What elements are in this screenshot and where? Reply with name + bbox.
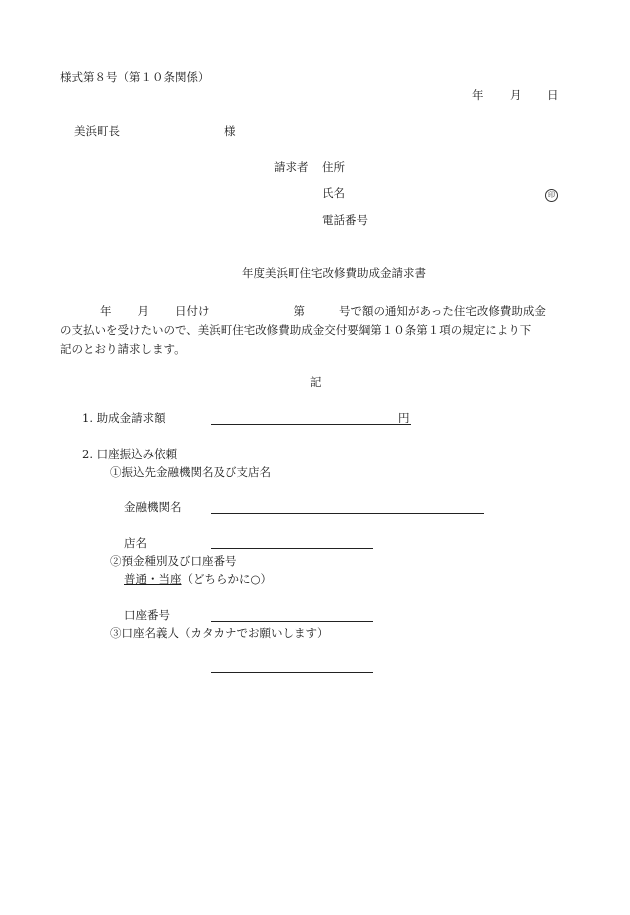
date-day-label: 日 xyxy=(547,88,559,102)
phone-label: 電話番号 xyxy=(322,213,368,227)
bank-name-line[interactable] xyxy=(211,513,484,514)
address-label: 住所 xyxy=(322,160,345,174)
body-line1-rest: 号で額の通知があった住宅改修費助成金 xyxy=(339,304,546,318)
form-number: 様式第８号（第１０条関係） xyxy=(60,70,210,84)
account-number-line[interactable] xyxy=(211,621,373,622)
account-number-label: 口座番号 xyxy=(124,608,170,622)
branch-label: 店名 xyxy=(124,536,147,550)
item2-sub1: ①振込先金融機関名及び支店名 xyxy=(110,465,271,479)
ki-heading: 記 xyxy=(310,375,322,389)
account-type-row xyxy=(124,571,272,587)
body-dai: 第 xyxy=(293,304,305,318)
body-dated: 日付け xyxy=(175,304,210,318)
body-line-1 xyxy=(60,302,580,321)
item2-sub2: ②預金種別及び口座番号 xyxy=(110,554,237,568)
seal-text: 印 xyxy=(545,189,558,202)
name-label: 氏名 xyxy=(322,186,345,200)
item1-unit: 円 xyxy=(398,411,410,425)
body-month: 月 xyxy=(137,304,149,318)
branch-name-line[interactable] xyxy=(211,548,373,549)
body-line-3: 記のとおり請求します。 xyxy=(60,342,186,356)
addressee-honorific: 様 xyxy=(224,124,236,138)
bank-label: 金融機関名 xyxy=(124,500,182,514)
account-type-note: （どちらかに○） xyxy=(181,572,273,586)
item2-label: 2. 口座振込み依頼 xyxy=(82,447,178,461)
date-month-label: 月 xyxy=(510,88,522,102)
date-year-label: 年 xyxy=(472,88,484,102)
body-year: 年 xyxy=(100,304,112,318)
item1-label: 1. 助成金請求額 xyxy=(82,411,166,425)
addressee-name: 美浜町長 xyxy=(74,124,120,138)
body-paragraph xyxy=(60,302,580,359)
account-type-options[interactable]: 普通・当座 xyxy=(124,572,182,586)
requester-label: 請求者 xyxy=(274,160,309,174)
account-holder-line[interactable] xyxy=(211,672,373,673)
document-title: 年度美浜町住宅改修費助成金請求書 xyxy=(242,266,426,280)
item1-amount-line[interactable] xyxy=(211,424,411,425)
body-line-2: の支払いを受けたいので、美浜町住宅改修費助成金交付要綱第１０条第１項の規定により下 xyxy=(60,323,532,337)
seal-mark xyxy=(545,186,558,202)
item2-sub3: ③口座名義人（カタカナでお願いします） xyxy=(110,626,329,640)
